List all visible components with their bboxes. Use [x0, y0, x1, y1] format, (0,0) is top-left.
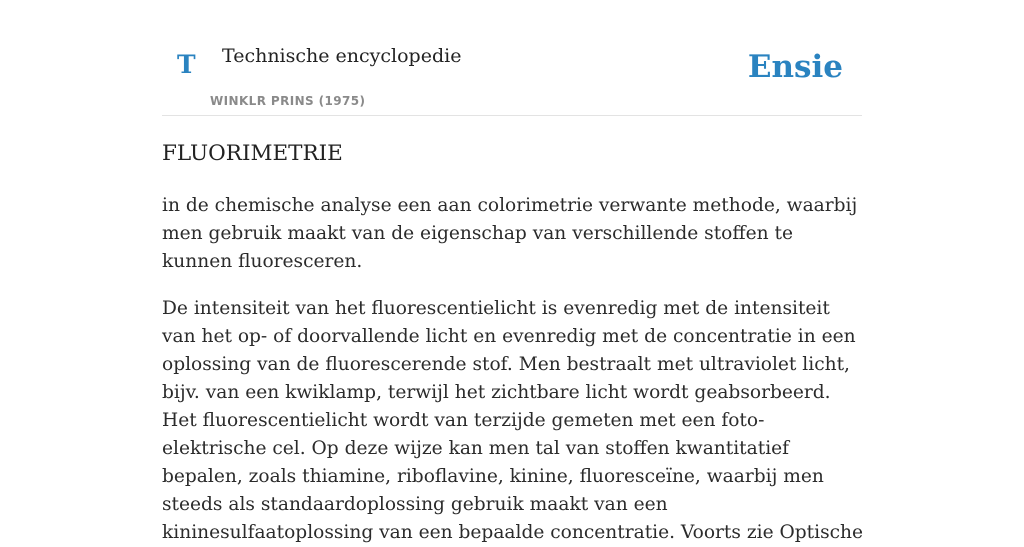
ensie-brand-logo[interactable]: Ensie [747, 49, 843, 85]
encyclopedia-logo-icon[interactable]: T [177, 50, 196, 79]
site-header [162, 0, 862, 116]
source-subtitle: WINKLR PRINS (1975) [210, 94, 366, 108]
article-paragraph-1: in de chemische analyse een aan colorimetrie verwante methode, waarbij men gebruik maakt van de eigenschap van verschillende stoffen te kunnen fluoresceren. [162, 195, 858, 272]
entry-title: FLUORIMETRIE [162, 141, 343, 166]
content-column [162, 0, 864, 543]
site-title-link[interactable]: Technische encyclopedie [222, 45, 462, 67]
article-paragraph-2: De intensiteit van het fluorescentielicht is evenredig met de intensiteit van het op- of doorvallende licht en evenredig met de concentratie in een oplossing van de fluorescerende stof. Men bestraalt met ultraviolet licht, bijv. van een kwiklamp, terwijl het zichtbare licht wordt geabsorbeerd. Het fluorescentielicht wordt van terzijde gemeten met een foto-elektrische cel. Op deze wijze kan men tal van stoffen kwantitatief bepalen, zoals thiamine, riboflavine, kinine, fluoresceïne, waarbij men steeds als standaardoplossing gebruik maakt van een kininesulfaatoplossing van een bepaalde concentratie. Voorts zie Optische [162, 298, 864, 543]
